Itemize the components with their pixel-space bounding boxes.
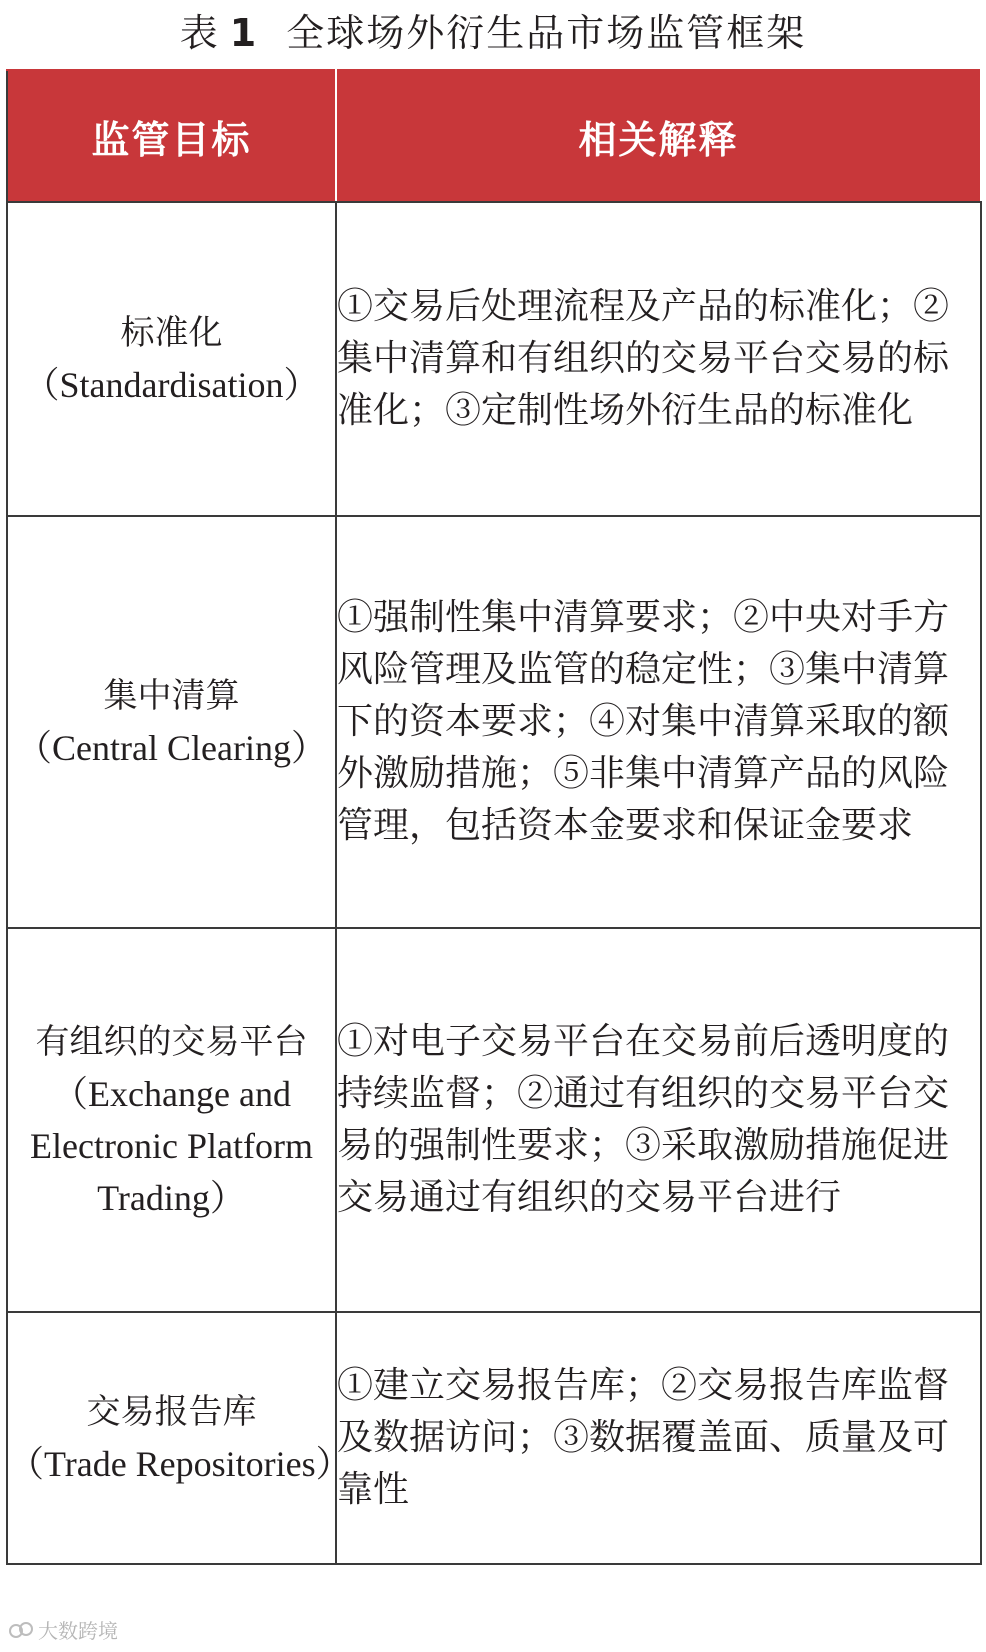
table-row: [7, 516, 981, 928]
goal-en: （Exchange and Electronic Platform Trading）: [30, 1074, 313, 1218]
watermark: [8, 1615, 118, 1644]
table-title-number: 1: [229, 11, 259, 55]
goal-zh: 交易报告库: [86, 1392, 257, 1432]
goal-zh: 集中清算: [103, 676, 240, 716]
regulatory-framework-table: [6, 69, 982, 1565]
explanation-cell: ①建立交易报告库；②交易报告库监督及数据访问；③数据覆盖面、质量及可靠性: [336, 1312, 981, 1564]
goal-cell: [7, 1312, 352, 1564]
goal-en: （Central Clearing）: [16, 728, 327, 768]
goal-en: （Standardisation）: [23, 365, 320, 405]
table-title-prefix: 表: [179, 11, 220, 55]
table-row: [7, 202, 981, 516]
table-title: [0, 8, 986, 58]
explanation-cell: ①对电子交易平台在交易前后透明度的持续监督；②通过有组织的交易平台交易的强制性要求；③采取激励措施促进交易通过有组织的交易平台进行: [336, 928, 981, 1312]
header-explanation: 相关解释: [336, 70, 981, 202]
goal-zh: 标准化: [120, 313, 223, 353]
goal-cell: [7, 202, 336, 516]
goal-en: （Trade Repositories）: [8, 1444, 352, 1484]
watermark-text: 大数跨境: [38, 1619, 118, 1643]
explanation-cell: ①强制性集中清算要求；②中央对手方风险管理及监管的稳定性；③集中清算下的资本要求；④对集中清算采取的额外激励措施；⑤非集中清算产品的风险管理，包括资本金要求和保证金要求: [336, 516, 981, 928]
table-row: [7, 1312, 981, 1564]
explanation-cell: ①交易后处理流程及产品的标准化；②集中清算和有组织的交易平台交易的标准化；③定制性场外衍生品的标准化: [336, 202, 981, 516]
goal-cell: [7, 928, 336, 1312]
table-title-text: 全球场外衍生品市场监管框架: [286, 11, 807, 55]
table-row: [7, 928, 981, 1312]
goal-cell: [7, 516, 336, 928]
watermark-logo-icon: [8, 1620, 34, 1640]
table-header-row: [7, 70, 981, 202]
header-goal: 监管目标: [7, 70, 336, 202]
goal-zh: 有组织的交易平台: [35, 1022, 308, 1062]
